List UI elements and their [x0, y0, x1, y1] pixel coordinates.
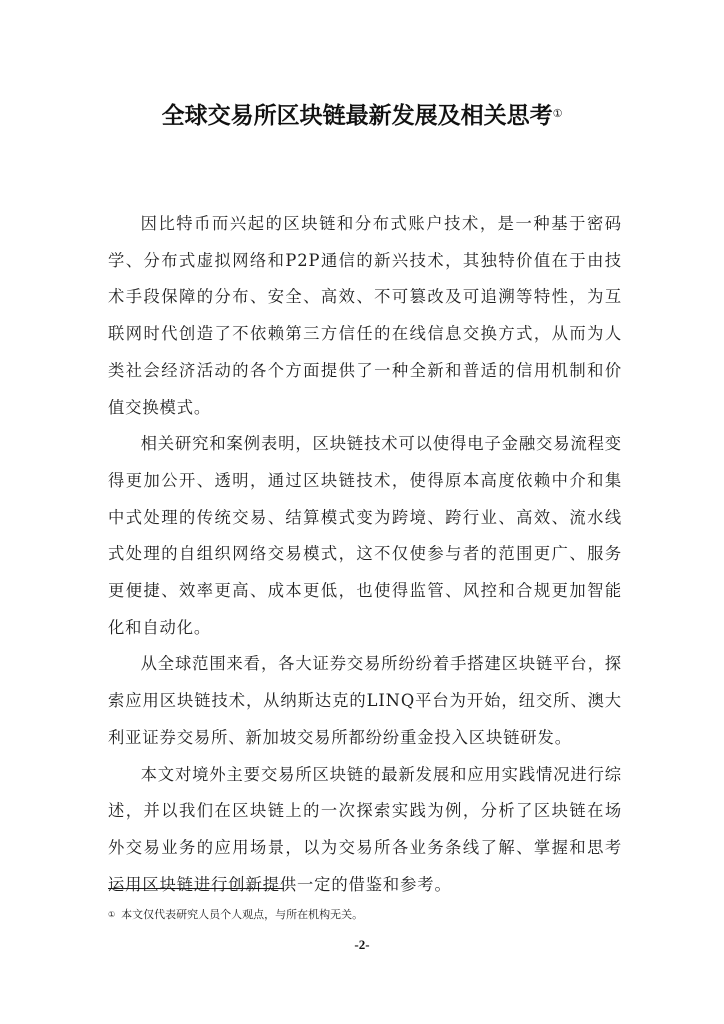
title-footnote-mark: ①	[552, 107, 563, 120]
footnote-mark: ①	[108, 910, 116, 919]
page-number: -2-	[354, 937, 370, 952]
paragraph-3: 从全球范围来看，各大证券交易所纷纷着手搭建区块链平台，探索应用区块链技术，从纳斯达克的LINQ平台为开始，纽交所、澳大利亚证券交易所、新加坡交易所都纷纷重金投入区块链研发。	[108, 654, 622, 747]
title-text: 全球交易所区块链最新发展及相关思考	[161, 103, 553, 129]
footnote	[108, 907, 363, 923]
body-text	[108, 206, 622, 903]
document-title	[0, 98, 724, 134]
footnote-separator	[108, 888, 284, 889]
paragraph-1: 因比特币而兴起的区块链和分布式账户技术，是一种基于密码学、分布式虚拟网络和P2P通信的新兴技术，其独特价值在于由技术手段保障的分布、安全、高效、不可篡改及可追溯等特性，为互联网时代创造了不依赖第三方信任的在线信息交换方式，从而为人类社会经济活动的各个方面提供了一种全新和普适的信用机制和价值交换模式。	[108, 214, 622, 417]
footnote-text: 本文仅代表研究人员个人观点，与所在机构无关。	[121, 908, 364, 921]
paragraph-2: 相关研究和案例表明，区块链技术可以使得电子金融交易流程变得更加公开、透明，通过区块链技术，使得原本高度依赖中介和集中式处理的传统交易、结算模式变为跨境、跨行业、高效、流水线式处理的自组织网络交易模式，这不仅使参与者的范围更广、服务更便捷、效率更高、成本更低，也使得监管、风控和合规更加智能化和自动化。	[108, 434, 622, 637]
paragraph-4: 本文对境外主要交易所区块链的最新发展和应用实践情况进行综述，并以我们在区块链上的一次探索实践为例，分析了区块链在场外交易业务的应用场景，以为交易所各业务条线了解、掌握和思考运用区块链进行创新提供一定的借鉴和参考。	[108, 764, 622, 894]
